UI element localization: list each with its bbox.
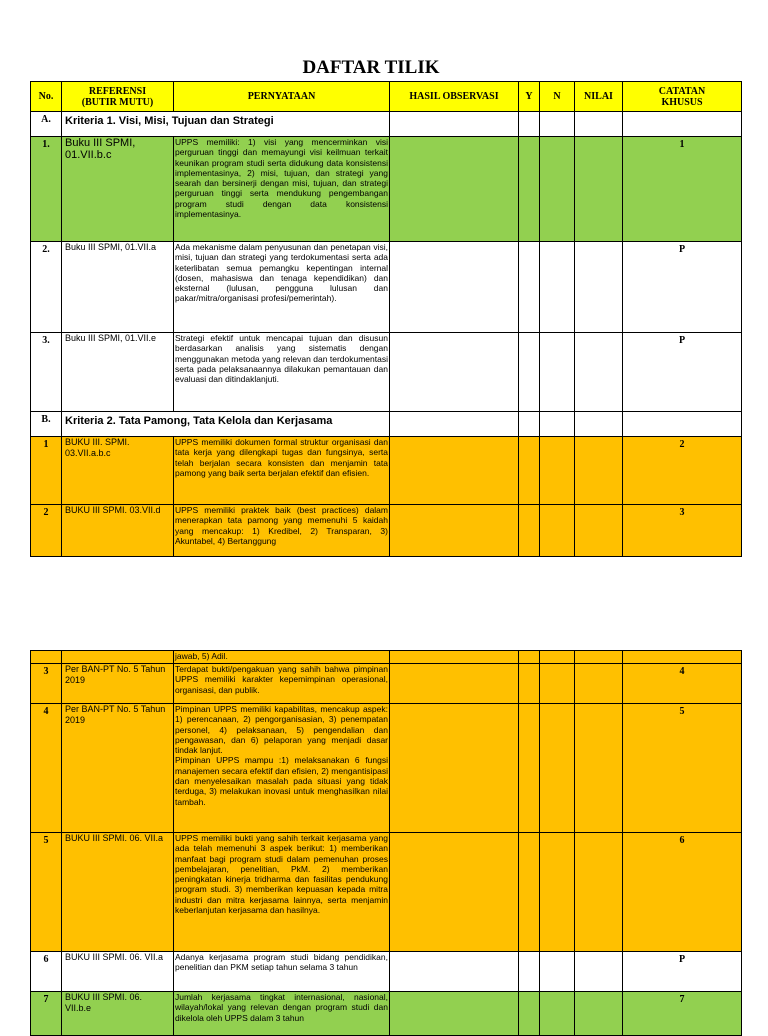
header-reference-line2: (BUTIR MUTU) xyxy=(81,96,154,108)
table-row xyxy=(31,992,742,1036)
row-number: 6 xyxy=(31,952,62,992)
table-row xyxy=(31,333,742,412)
row-number: 4 xyxy=(31,704,62,833)
row-reference: Per BAN-PT No. 5 Tahun 2019 xyxy=(62,664,174,704)
row-notes: 6 xyxy=(623,833,742,952)
row-statement: UPPS memiliki dokumen formal struktur organisasi dan tata kerja yang dilengkapi tugas dan fungsinya, serta telah berjalan secara konsisten dan menjamin tata pamong yang baik serta berjalan efektif dan efisien. xyxy=(174,437,390,505)
row-reference: BUKU III SPMI. 06. VII.a xyxy=(62,833,174,952)
table-row xyxy=(31,833,742,952)
section-number: B. xyxy=(31,412,62,437)
row-number: 2 xyxy=(31,505,62,557)
row-reference-line2: 01.VII.b.c xyxy=(65,149,112,161)
section-row xyxy=(31,112,742,137)
table-row xyxy=(31,704,742,833)
checklist-table-page-2 xyxy=(30,650,742,1036)
row-statement xyxy=(174,704,390,833)
row-reference: Per BAN-PT No. 5 Tahun 2019 xyxy=(62,704,174,833)
header-y: Y xyxy=(519,82,540,112)
header-statement: PERNYATAAN xyxy=(174,82,390,112)
section-label: Kriteria 2. Tata Pamong, Tata Kelola dan Kerjasama xyxy=(62,412,390,437)
row-number: 7 xyxy=(31,992,62,1036)
section-number: A. xyxy=(31,112,62,137)
row-notes: P xyxy=(623,242,742,333)
row-notes: 1 xyxy=(623,137,742,242)
table-row xyxy=(31,664,742,704)
table-row xyxy=(31,137,742,242)
row-reference xyxy=(62,437,174,505)
row-number: 3 xyxy=(31,664,62,704)
table-row xyxy=(31,952,742,992)
row-number: 1. xyxy=(31,137,62,242)
row-statement: UPPS memiliki: 1) visi yang mencerminkan visi perguruan tinggi dan memayungi visi keilmuan terkait keunikan program studi serta didukung data konsistensi implementasinya, 2) misi, tujuan, dan strategi yang searah dan bersinerji dengan misi, tujuan, dan strategi perguruan tinggi serta mendukung pengembangan program studi dengan data konsistensi implementasinya. xyxy=(174,137,390,242)
row-notes: 3 xyxy=(623,505,742,557)
row-notes: P xyxy=(623,952,742,992)
row-number xyxy=(31,651,62,664)
header-no: No. xyxy=(31,82,62,112)
section-label: Kriteria 1. Visi, Misi, Tujuan dan Strategi xyxy=(62,112,390,137)
row-reference: BUKU III SPMI. 06. VII.a xyxy=(62,952,174,992)
row-number: 2. xyxy=(31,242,62,333)
header-n: N xyxy=(540,82,575,112)
row-reference: BUKU III SPMI. 06. VII.b.e xyxy=(62,992,174,1036)
row-reference: Buku III SPMI, 01.VII.e xyxy=(62,333,174,412)
table-row xyxy=(31,242,742,333)
row-statement: Jumlah kerjasama tingkat internasional, nasional, wilayah/lokal yang relevan dengan program studi dan dikelola oleh UPPS dalam 3 tahun xyxy=(174,992,390,1036)
row-number: 5 xyxy=(31,833,62,952)
header-observation: HASIL OBSERVASI xyxy=(390,82,519,112)
header-notes-line2: KHUSUS xyxy=(661,96,703,108)
table-row xyxy=(31,505,742,557)
row-reference xyxy=(62,651,174,664)
header-reference-line1: REFERENSI xyxy=(88,85,147,97)
row-statement: jawab, 5) Adil. xyxy=(174,651,390,664)
row-statement: Strategi efektif untuk mencapai tujuan dan disusun berdasarkan analisis yang sistematis dengan menggunakan metoda yang relevan dan terdokumentasi serta pada pelaksanaannya dilakukan pemantauan dan evaluasi dan ditindaklanjuti. xyxy=(174,333,390,412)
row-reference: BUKU III SPMI. 03.VII.d xyxy=(62,505,174,557)
row-statement: Ada mekanisme dalam penyusunan dan penetapan visi, misi, tujuan dan strategi yang terdokumentasi serta ada keterlibatan semua pemangku kepentingan internal (dosen, mahasiswa dan tenaga kependidikan) dan eksternal (lulusan, pengguna lulusan dan pakar/mitra/organisasi profesi/pemerintah). xyxy=(174,242,390,333)
row-number: 3. xyxy=(31,333,62,412)
row-number: 1 xyxy=(31,437,62,505)
row-notes: P xyxy=(623,333,742,412)
table-row xyxy=(31,651,742,664)
header-score: NILAI xyxy=(575,82,623,112)
row-reference xyxy=(62,137,174,242)
table-header-row xyxy=(31,82,742,112)
row-reference-line2: 03.VII.a.b.c xyxy=(65,448,111,458)
header-notes-line1: CATATAN xyxy=(658,85,706,97)
row-notes: 5 xyxy=(623,704,742,833)
row-notes: 4 xyxy=(623,664,742,704)
row-notes xyxy=(623,651,742,664)
row-statement-part-1: Pimpinan UPPS memiliki kapabilitas, mencakup aspek: 1) perencanaan, 2) pengorganisasian, 3) penempatan personel, 4) pelaksanaan, 5) pengendalian dan pengawasan, dan 6) pelaporan yang menjadi dasar tindak lanjut. xyxy=(175,704,388,756)
row-notes: 2 xyxy=(623,437,742,505)
header-notes xyxy=(623,82,742,112)
row-reference-line1: BUKU III. SPMI. xyxy=(65,437,130,447)
row-reference: Buku III SPMI, 01.VII.a xyxy=(62,242,174,333)
row-reference-line1: Buku III SPMI, xyxy=(65,137,136,149)
row-statement: UPPS memiliki bukti yang sahih terkait kerjasama yang ada telah memenuhi 3 aspek berikut: 1) memberikan manfaat bagi program studi dalam pemenuhan proses pembelajaran, penelitian, PkM. 2) memberikan peningkatan kinerja tridharma dan fasilitas pendukung program studi. 3) memberikan kepuasan kepada mitra industri dan mitra kerjasama lainnya, serta menjamin keberlanjutan kerjasama dan hasilnya. xyxy=(174,833,390,952)
header-reference xyxy=(62,82,174,112)
section-row xyxy=(31,412,742,437)
row-statement: Terdapat bukti/pengakuan yang sahih bahwa pimpinan UPPS memiliki karakter kepemimpinan operasional, organisasi, dan publik. xyxy=(174,664,390,704)
row-statement-part-2: Pimpinan UPPS mampu :1) melaksanakan 6 fungsi manajemen secara efektif dan efisien, 2) mengantisipasi dan menyelesaikan masalah pada situasi yang tidak terduga, 3) melakukan inovasi untuk menghasilkan nilai tambah. xyxy=(175,755,388,807)
row-notes: 7 xyxy=(623,992,742,1036)
row-statement: UPPS memiliki praktek baik (best practices) dalam menerapkan tata pamong yang memenuhi 5 kaidah yang mencakup: 1) Kredibel, 2) Transparan, 3) Akuntabel, 4) Bertanggung xyxy=(174,505,390,557)
row-statement: Adanya kerjasama program studi bidang pendidikan, penelitian dan PKM setiap tahun selama 3 tahun xyxy=(174,952,390,992)
checklist-table-page-1 xyxy=(30,81,742,557)
page-title: DAFTAR TILIK xyxy=(302,57,440,78)
table-row xyxy=(31,437,742,505)
